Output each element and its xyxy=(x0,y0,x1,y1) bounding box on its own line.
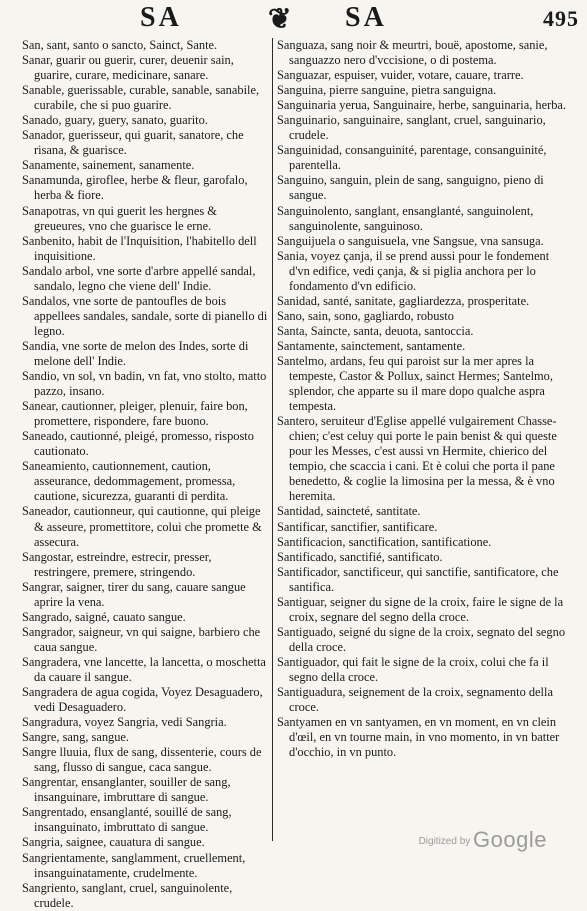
dictionary-entry: Sangradera de agua cogida, Voyez Desaguadero, vedi Desaguadero. xyxy=(22,685,263,715)
dictionary-entry: Sanamunda, giroflee, herbe & fleur, garofalo, herba & fiore. xyxy=(22,173,248,203)
dictionary-entry: Sanguino, sanguin, plein de sang, sanguigno, pieno di sangue. xyxy=(277,173,544,203)
dictionary-entry: Sanar, guarir ou guerir, curer, deuenir sain, guarire, curare, medicinare, sanare. xyxy=(22,53,234,83)
dictionary-entry: Saneado, cautionné, pleigé, promesso, risposto cautionato. xyxy=(22,429,254,459)
dictionary-entry: Sanapotras, vn qui guerit les hergnes & greueures, vno che guarisce le erne. xyxy=(22,203,217,233)
dictionary-entry: Sanguinidad, consanguinité, parentage, consanguinité, parentella. xyxy=(277,143,547,173)
digitized-watermark xyxy=(419,827,547,853)
dictionary-entry: Santamente, sainctement, santamente. xyxy=(277,338,466,353)
dictionary-entry: Santificador, sanctificeur, qui sanctifie, santificatore, che santifica. xyxy=(277,564,559,594)
dictionary-entry: Sanamente, sainement, sanamente. xyxy=(22,158,195,173)
dictionary-entry: Sangre, sang, sangue. xyxy=(22,730,130,745)
dictionary-entry: Sanguinaria yerua, Sanguinaire, herbe, sanguinaria, herba. xyxy=(277,98,567,113)
dictionary-entry: Sano, sain, sono, gagliardo, robusto xyxy=(277,308,454,323)
dictionary-entry: Sanidad, santé, sanitate, gagliardezza, prosperitate. xyxy=(277,293,530,308)
dictionary-entry: Santyamen en vn santyamen, en vn moment, en vn clein d'œil, en vn tourne main, in vno momento, in vn batter d'occhio, in vn punto. xyxy=(277,715,560,760)
dictionary-entry: Saneamiento, cautionnement, caution, asseurance, dedommagement, promessa, cautione, sicurezza, guaranti di perdita. xyxy=(22,459,236,504)
dictionary-entry: Sanbenito, habit de l'Inquisition, l'habitello dell inquisitione. xyxy=(22,233,257,263)
dictionary-entry: San, sant, santo o sancto, Sainct, Sante. xyxy=(22,38,218,52)
dictionary-entry: Sangrentado, ensanglanté, souillé de sang, insanguinato, imbruttato di sangue. xyxy=(22,805,232,835)
dictionary-entry: Sanguijuela o sanguisuela, vne Sangsue, vna sansuga. xyxy=(277,233,544,248)
dictionary-entry: Sanador, guerisseur, qui guarit, sanatore, che risana, & guarisce. xyxy=(22,128,244,158)
headword-left: SA xyxy=(140,2,182,33)
dictionary-entry: Sangrado, saigné, cauato sangue. xyxy=(22,609,186,624)
dictionary-entry: Sanguazar, espuiser, vuider, votare, cauare, trarre. xyxy=(277,68,524,83)
dictionary-entry: Sandio, vn sol, vn badin, vn fat, vno stolto, matto pazzo, insano. xyxy=(22,369,267,399)
google-logo: Google xyxy=(473,827,547,852)
left-column xyxy=(22,38,269,910)
dictionary-entry: Sangostar, estreindre, estrecir, presser, restringere, premere, stringendo. xyxy=(22,549,212,579)
dictionary-entry: Sangrador, saigneur, vn qui saigne, barbiero che caua sangue. xyxy=(22,624,261,654)
dictionary-entry: Sania, voyez çanja, il se prend aussi pour le fondement d'vn edifice, vedi çanja, & si piglia anchora per lo fondamento d'vn edificio. xyxy=(277,248,550,293)
dictionary-entry: Sandalos, vne sorte de pantoufles de bois appellees sandales, sandale, sorte di pianello di legno. xyxy=(22,293,268,338)
dictionary-entry: Sangradura, voyez Sangria, vedi Sangria. xyxy=(22,715,227,730)
header-ornament: ❦ xyxy=(268,4,295,35)
dictionary-entry: Sangrientamente, sanglamment, cruellement, insanguinatamente, crudelmente. xyxy=(22,850,246,880)
running-header xyxy=(20,4,579,38)
dictionary-entry: Sangriento, sanglant, cruel, sanguinolente, crudele. xyxy=(22,880,233,910)
dictionary-entry: Sanado, guary, guery, sanato, guarito. xyxy=(22,113,208,128)
dictionary-entry: Sangrar, saigner, tirer du sang, cauare sangue aprire la vena. xyxy=(22,579,246,609)
dictionary-entry: Santa, Saincte, santa, deuota, santoccia. xyxy=(277,323,474,338)
dictionary-entry: Sanguinolento, sanglant, ensanglanté, sanguinolent, sanguinolente, sanguinoso. xyxy=(277,203,534,233)
dictionary-entry: Sanguaza, sang noir & meurtri, bouë, apostome, sanie, sanguazzo nero d'vccisione, o di postema. xyxy=(277,38,548,68)
dictionary-entry: Santelmo, ardans, feu qui paroist sur la mer apres la tempeste, Castor & Pollux, sainct Hermes; Santelmo, splendor, che apparte su il mare dopo qualche aspra tempesta. xyxy=(277,353,553,414)
column-divider xyxy=(272,38,273,841)
digitized-label: Digitized by xyxy=(418,836,471,847)
dictionary-entry: Santidad, saincteté, santitate. xyxy=(277,504,421,519)
dictionary-entry: Sangradera, vne lancette, la lancetta, o moschetta da cauare il sangue. xyxy=(22,654,266,684)
page-number: 495 xyxy=(543,6,579,31)
dictionary-entry: Sanguina, pierre sanguine, pietra sanguigna. xyxy=(277,83,497,98)
dictionary-entry: Santificado, sanctifié, santificato. xyxy=(277,549,443,564)
headword-right: SA xyxy=(345,2,387,33)
dictionary-entry: Sangre lluuia, flux de sang, dissenterie, cours de sang, flusso di sangue, caca sangue. xyxy=(22,745,262,775)
dictionary-entry: Sandia, vne sorte de melon des Indes, sorte di melone dell' Indie. xyxy=(22,338,249,368)
dictionary-entry: Santificar, sanctifier, santificare. xyxy=(277,519,438,534)
dictionary-entry: Sangrentar, ensanglanter, souiller de sang, insanguinare, imbruttare di sangue. xyxy=(22,775,231,805)
dictionary-entry: Sangria, saignee, cauatura di sangue. xyxy=(22,835,205,850)
dictionary-entry: Sanear, cautionner, pleiger, plenuir, faire bon, promettere, rispondere, fare buono. xyxy=(22,399,248,429)
dictionary-entry: Sandalo arbol, vne sorte d'arbre appellé sandal, sandalo, legno che viene dell' Indie. xyxy=(22,263,256,293)
dictionary-entry: Santificacion, sanctification, santificatione. xyxy=(277,534,492,549)
dictionary-entry: Saneador, cautionneur, qui cautionne, qui pleige & asseure, promettitore, colui che promette & assecura. xyxy=(22,504,262,549)
dictionary-entry: Sanable, guerissable, curable, sanable, sanabile, curabile, che si puo guarire. xyxy=(22,83,260,113)
dictionary-entry: Santiguadura, seignement de la croix, segnamento della croce. xyxy=(277,685,553,715)
dictionary-entry: Sanguinario, sanguinaire, sanglant, cruel, sanguinario, crudele. xyxy=(277,113,546,143)
dictionary-entry: Santiguar, seigner du signe de la croix, faire le signe de la croix, segnare del segno della croce. xyxy=(277,594,564,624)
dictionary-entry: Santiguador, qui fait le signe de la croix, colui che fa il segno della croce. xyxy=(277,654,549,684)
right-column xyxy=(277,38,573,841)
dictionary-entry: Santero, seruiteur d'Eglise appellé vulgairement Chasse-chien; c'est celuy qui porte le pain benist & qui queste pour les Messes, c'est aussi vn Hermite, chierico del tempio, che scaccia i cani. Et è colui che porta il pane benedetto, & coglie la limosina per la messa, & è vno heremita. xyxy=(277,414,557,504)
dictionary-entry: Santiguado, seigné du signe de la croix, segnato del segno della croce. xyxy=(277,624,566,654)
